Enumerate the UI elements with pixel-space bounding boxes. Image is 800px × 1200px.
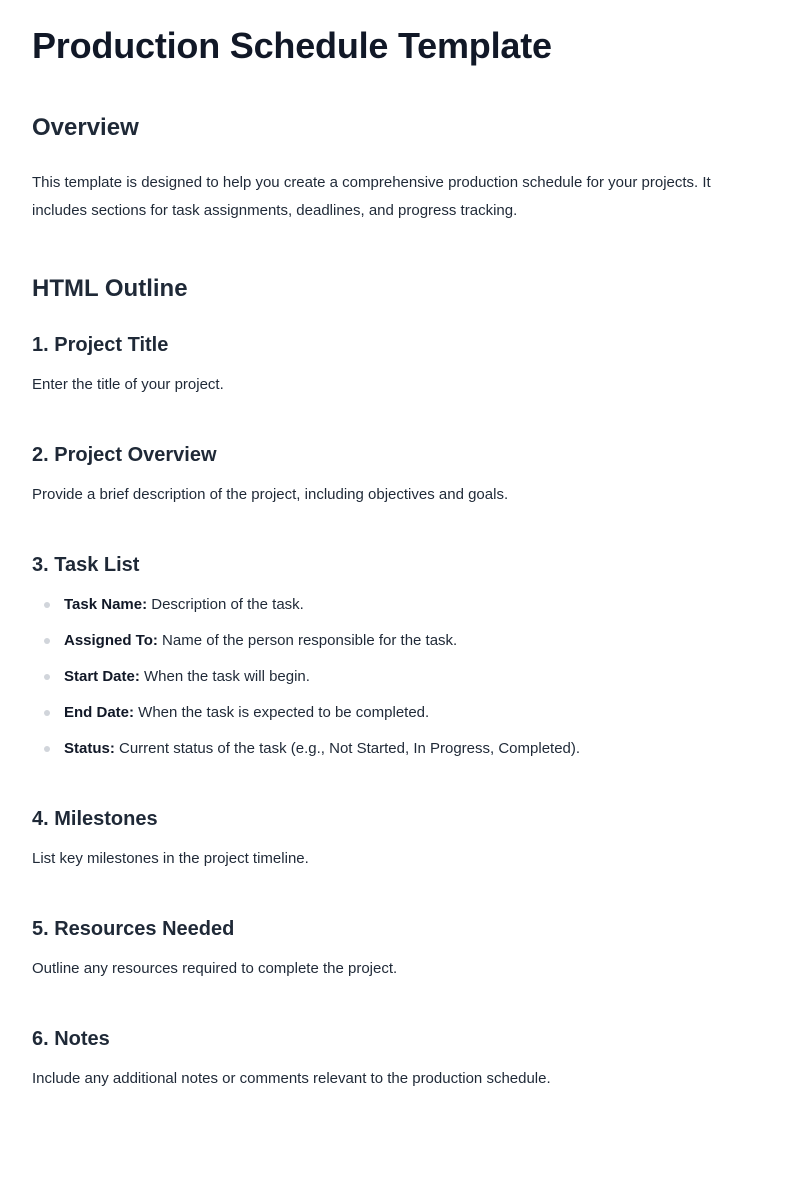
field-label: End Date: — [64, 704, 135, 721]
section-text: List key milestones in the project timeline. — [32, 850, 309, 867]
section-text: Provide a brief description of the project, including objectives and goals. — [32, 486, 509, 503]
section-milestones — [32, 807, 768, 873]
field-description: When the task is expected to be completed. — [134, 704, 430, 721]
field-label: Task Name: — [64, 596, 148, 613]
section-heading: 2. Project Overview — [32, 444, 217, 466]
bullet-icon — [44, 674, 50, 680]
section-project-overview — [32, 443, 768, 509]
section-text: Include any additional notes or comments relevant to the production schedule. — [32, 1070, 551, 1087]
field-description: Current status of the task (e.g., Not Started, In Progress, Completed). — [114, 740, 581, 757]
section-heading: 1. Project Title — [32, 334, 169, 356]
bullet-icon — [44, 602, 50, 608]
list-item — [32, 663, 768, 691]
field-label: Start Date: — [64, 668, 140, 685]
section-project-title — [32, 333, 768, 399]
page-title: Production Schedule Template — [32, 25, 552, 66]
section-text: Enter the title of your project. — [32, 376, 224, 393]
list-item — [32, 627, 768, 655]
field-description: Description of the task. — [147, 596, 304, 613]
field-label: Assigned To: — [64, 632, 158, 649]
section-text: Outline any resources required to complete the project. — [32, 960, 398, 977]
bullet-icon — [44, 638, 50, 644]
section-resources-needed — [32, 917, 768, 983]
overview-heading: Overview — [32, 114, 139, 141]
outline-heading: HTML Outline — [32, 275, 188, 302]
bullet-icon — [44, 746, 50, 752]
task-field-list — [32, 591, 768, 763]
field-description: Name of the person responsible for the task. — [157, 632, 458, 649]
list-item — [32, 735, 768, 763]
overview-text: This template is designed to help you create a comprehensive production schedule for your projects. It includes sections for task assignments, deadlines, and progress tracking. — [32, 174, 711, 219]
section-heading: 6. Notes — [32, 1028, 110, 1050]
section-heading: 3. Task List — [32, 554, 140, 576]
bullet-icon — [44, 710, 50, 716]
list-item — [32, 699, 768, 727]
section-heading: 4. Milestones — [32, 808, 158, 830]
section-heading: 5. Resources Needed — [32, 918, 235, 940]
section-notes — [32, 1027, 768, 1093]
section-task-list — [32, 553, 768, 763]
field-label: Status: — [64, 740, 115, 757]
field-description: When the task will begin. — [139, 668, 310, 685]
list-item — [32, 591, 768, 619]
